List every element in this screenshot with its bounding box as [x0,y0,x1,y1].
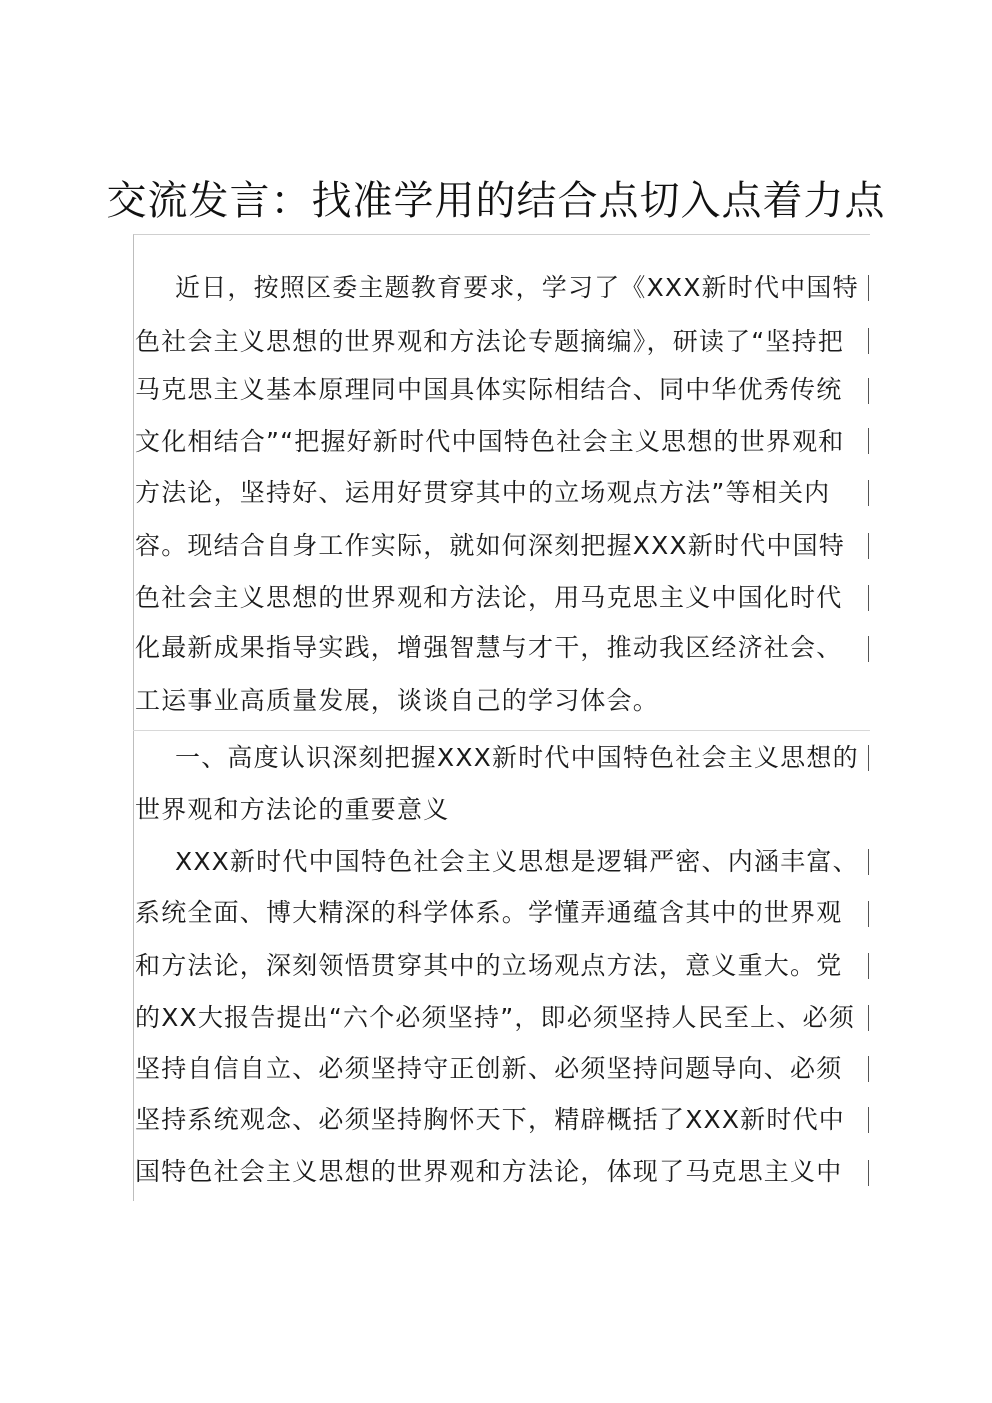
paragraph-3-line-3: 和方法论，深刻领悟贯穿其中的立场观点方法，意义重大。党 [135,951,843,980]
paragraph-1-line-2: 色社会主义思想的世界观和方法论专题摘编》，研读了“坚持把 [135,327,845,356]
right-margin-mark [868,428,869,454]
paragraph-1-line-7: 色社会主义思想的世界观和方法论，用马克思主义中国化时代 [135,583,843,612]
paragraph-1-line-5: 方法论，坚持好、运用好贯穿其中的立场观点方法”等相关内 [135,478,831,507]
paragraph-3-line-4: 的XX大报告提出“六个必须坚持”，即必须坚持人民至上、必须 [135,1003,855,1032]
right-margin-mark [868,275,869,301]
paragraph-3-line-1: XXX新时代中国特色社会主义思想是逻辑严密、内涵丰富、 [175,847,859,876]
paragraph-3-line-2: 系统全面、博大精深的科学体系。学懂弄通蕴含其中的世界观 [135,898,843,927]
right-margin-mark [868,1107,869,1133]
paragraph-1-line-9: 工运事业高质量发展，谈谈自己的学习体会。 [135,686,660,715]
paragraph-1-line-1: 近日，按照区委主题教育要求，学习了《XXX新时代中国特 [175,273,859,302]
right-margin-mark [868,533,869,559]
right-margin-mark [868,953,869,979]
right-margin-mark [868,849,869,875]
paragraph-1-line-3: 马克思主义基本原理同中国具体实际相结合、同中华优秀传统 [135,375,843,404]
right-margin-mark [868,745,869,771]
section-heading-line-1: 一、高度认识深刻把握XXX新时代中国特色社会主义思想的 [175,743,859,772]
document-title: 交流发言：找准学用的结合点切入点着力点 [106,178,886,224]
paragraph-3-line-5: 坚持自信自立、必须坚持守正创新、必须坚持问题导向、必须 [135,1054,843,1083]
paragraph-separator [133,730,870,731]
right-margin-mark [868,636,869,662]
section-heading-line-2: 世界观和方法论的重要意义 [135,795,450,824]
paragraph-3-line-7: 国特色社会主义思想的世界观和方法论，体现了马克思主义中 [135,1157,843,1186]
right-margin-mark [868,1005,869,1031]
paragraph-1-line-8: 化最新成果指导实践，增强智慧与才干，推动我区经济社会、 [135,633,843,662]
right-margin-mark [868,378,869,404]
right-margin-mark [868,1056,869,1082]
right-margin-mark [868,328,869,354]
paragraph-1-line-6: 容。现结合自身工作实际，就如何深刻把握XXX新时代中国特 [135,531,845,560]
right-margin-mark [868,1160,869,1186]
paragraph-1-line-4: 文化相结合”“把握好新时代中国特色社会主义思想的世界观和 [135,427,845,456]
right-margin-mark [868,585,869,611]
right-margin-mark [868,901,869,927]
right-margin-mark [868,480,869,506]
paragraph-3-line-6: 坚持系统观念、必须坚持胸怀天下，精辟概括了XXX新时代中 [135,1105,845,1134]
